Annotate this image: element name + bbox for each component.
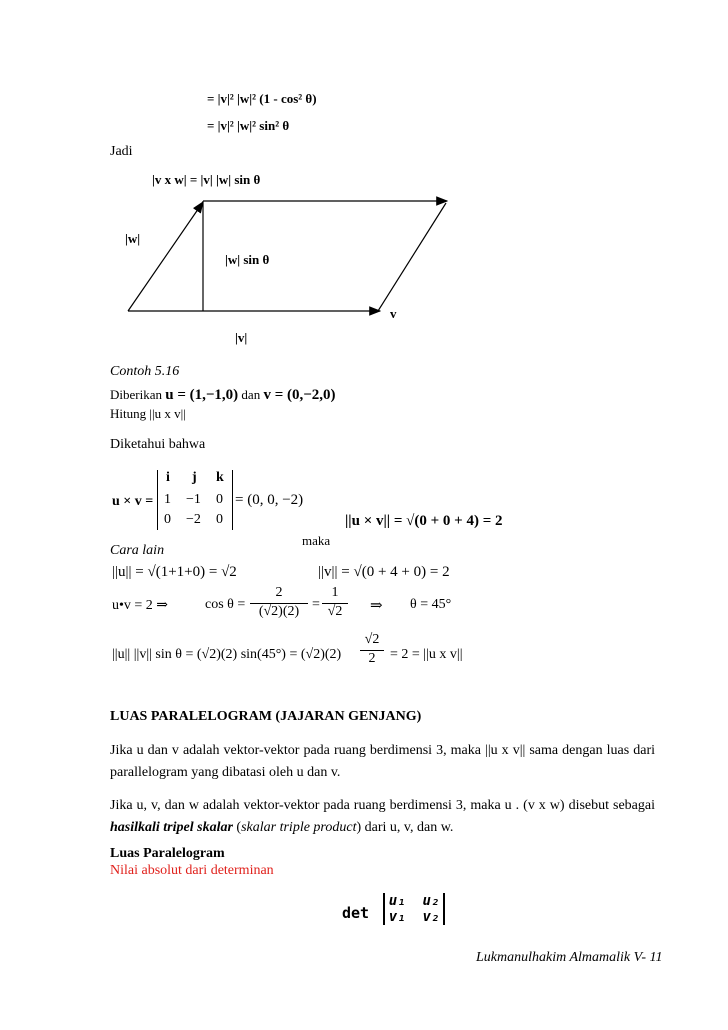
cross-lhs: u × v = [112, 494, 154, 509]
implies-arrow: ⇒ [370, 598, 383, 614]
u-definition: u = (1,−1,0) [165, 387, 239, 403]
det-cell: v₁ [388, 909, 406, 925]
det-row-1 [389, 893, 440, 909]
determinant-expression [342, 893, 445, 925]
fraction-denominator: √2 [327, 604, 343, 619]
theta-result: θ = 45° [410, 597, 452, 612]
det-cell: u₂ [422, 893, 440, 909]
example-given [110, 387, 336, 404]
cross-result: = (0, 0, −2) [235, 492, 304, 508]
vector-w-arrow [128, 202, 203, 311]
det-cell: u₁ [388, 893, 406, 909]
p2-text-b: ( [232, 820, 242, 835]
cross-norm: ||u × v|| = √(0 + 0 + 4) = 2 [345, 513, 503, 529]
det-cell: v₂ [422, 909, 440, 925]
alt-title: Cara lain [110, 543, 165, 558]
parallelogram-diagram [0, 0, 728, 360]
norm-u: ||u|| = √(1+1+0) = √2 [112, 564, 237, 580]
fraction-denominator: (√2)(2) [258, 604, 300, 619]
known-label: Diketahui bahwa [110, 437, 206, 452]
matrix-cell: 0 [216, 492, 223, 507]
final-rhs: = 2 = ||u x v|| [390, 647, 463, 662]
equals-sign: = [312, 597, 320, 612]
cos-fraction-2 [322, 585, 348, 620]
label-w-norm: |w| [125, 231, 141, 246]
fraction-numerator: √2 [360, 632, 384, 651]
matrix-cell: k [216, 470, 224, 485]
v-definition: v = (0,−2,0) [263, 387, 336, 403]
given-prefix: Diberikan [110, 387, 162, 402]
matrix-cell: j [192, 470, 197, 485]
norm-v: ||v|| = √(0 + 4 + 0) = 2 [318, 564, 450, 580]
derivation-line-2: = |v|² |w|² sin² θ [207, 118, 290, 133]
final-lhs: ||u|| ||v|| sin θ = (√2)(2) sin(45°) = (√2)(2) [112, 647, 342, 662]
right-edge-line [378, 203, 446, 311]
cross-matrix [157, 470, 233, 530]
p2-english: skalar triple product [241, 820, 357, 835]
p2-term: hasilkali tripel skalar [110, 820, 233, 835]
example-task: Hitung ||u x v|| [110, 406, 186, 421]
dot-product: u•v = 2 ⇒ [112, 598, 169, 613]
red-line: Nilai absolut dari determinan [110, 863, 274, 878]
sub-heading: Luas Paralelogram [110, 846, 225, 861]
cos-fraction-1 [250, 585, 308, 620]
det-matrix [383, 893, 446, 925]
paragraph-1: Jika u dan v adalah vektor-vektor pada ruang berdimensi 3, maka ||u x v|| sama dengan luas dari parallelogram yang dibatasi oleh u dan v. [110, 743, 655, 780]
matrix-cell: 0 [216, 512, 223, 527]
label-v: v [390, 306, 397, 321]
fraction-numerator: 2 [250, 585, 308, 604]
cross-magnitude-formula: |v x w| = |v| |w| sin θ [152, 172, 261, 187]
section-heading: LUAS PARALELOGRAM (JAJARAN GENJANG) [110, 709, 422, 724]
fraction-denominator: 2 [368, 651, 376, 666]
maka-label: maka [302, 533, 331, 548]
p2-text-c: ) dari u, v, dan w. [356, 820, 454, 835]
fraction-numerator: 1 [322, 585, 348, 604]
det-row-2 [389, 909, 440, 925]
matrix-cell: i [166, 470, 170, 485]
cos-lhs: cos θ = [205, 597, 246, 612]
final-fraction [360, 632, 384, 667]
p2-text-a: Jika u, v, dan w adalah vektor-vektor pada ruang berdimensi 3, maka u . (v x w) disebut sebagai [110, 798, 655, 813]
jadi-label: Jadi [110, 144, 133, 159]
example-title: Contoh 5.16 [110, 364, 180, 379]
label-height: |w| sin θ [225, 252, 270, 267]
label-v-norm: |v| [235, 330, 248, 345]
given-and: dan [241, 387, 261, 402]
matrix-cell: 0 [164, 512, 171, 527]
paragraph-2 [110, 795, 655, 839]
page-footer: Lukmanulhakim Almamalik V- 11 [476, 950, 663, 965]
matrix-cell: −2 [186, 512, 201, 527]
derivation-line-1: = |v|² |w|² (1 - cos² θ) [207, 91, 317, 106]
det-label: det [342, 904, 370, 922]
matrix-cell: 1 [164, 492, 171, 507]
matrix-cell: −1 [186, 492, 201, 507]
